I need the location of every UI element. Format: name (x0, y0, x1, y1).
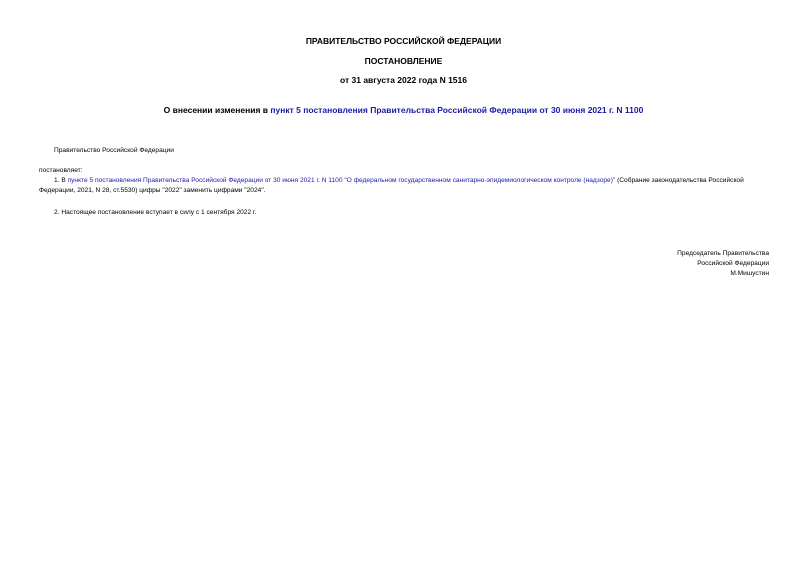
date-number-heading: от 31 августа 2022 года N 1516 (340, 75, 467, 85)
paragraph-item-2: 2. Настоящее постановление вступает в силу с 1 сентября 2022 г. (54, 209, 257, 216)
paragraph-item-1 (39, 176, 769, 196)
resolves-text: постановляет: (39, 167, 83, 174)
item1-prefix: 1. В (54, 177, 68, 184)
issuer-text: Правительство Российской Федерации (54, 147, 174, 154)
signature-position: Председатель Правительства (677, 250, 769, 257)
item1-suffix: (Собрание законодательства Российской Федерации, 2021, N 28, ст.5530) цифры "2022" заменить цифрами "2024". (39, 177, 744, 194)
title-prefix: О внесении изменения в (163, 105, 271, 115)
item1-link[interactable]: пункте 5 постановления Правительства Российской Федерации от 30 июня 2021 г. N 1100 "О федеральном государственном санитарно-эпидемиологическом контроле (надзоре)" (67, 177, 616, 184)
document-type-heading: ПОСТАНОВЛЕНИЕ (364, 56, 443, 66)
signature-organization: Российской Федерации (697, 260, 769, 267)
government-heading: ПРАВИТЕЛЬСТВО РОССИЙСКОЙ ФЕДЕРАЦИИ (305, 36, 502, 46)
signature-name: М.Мишустин (730, 270, 769, 277)
document-title (0, 105, 807, 116)
title-link[interactable]: пункт 5 постановления Правительства Российской Федерации от 30 июня 2021 г. N 1100 (270, 105, 644, 115)
